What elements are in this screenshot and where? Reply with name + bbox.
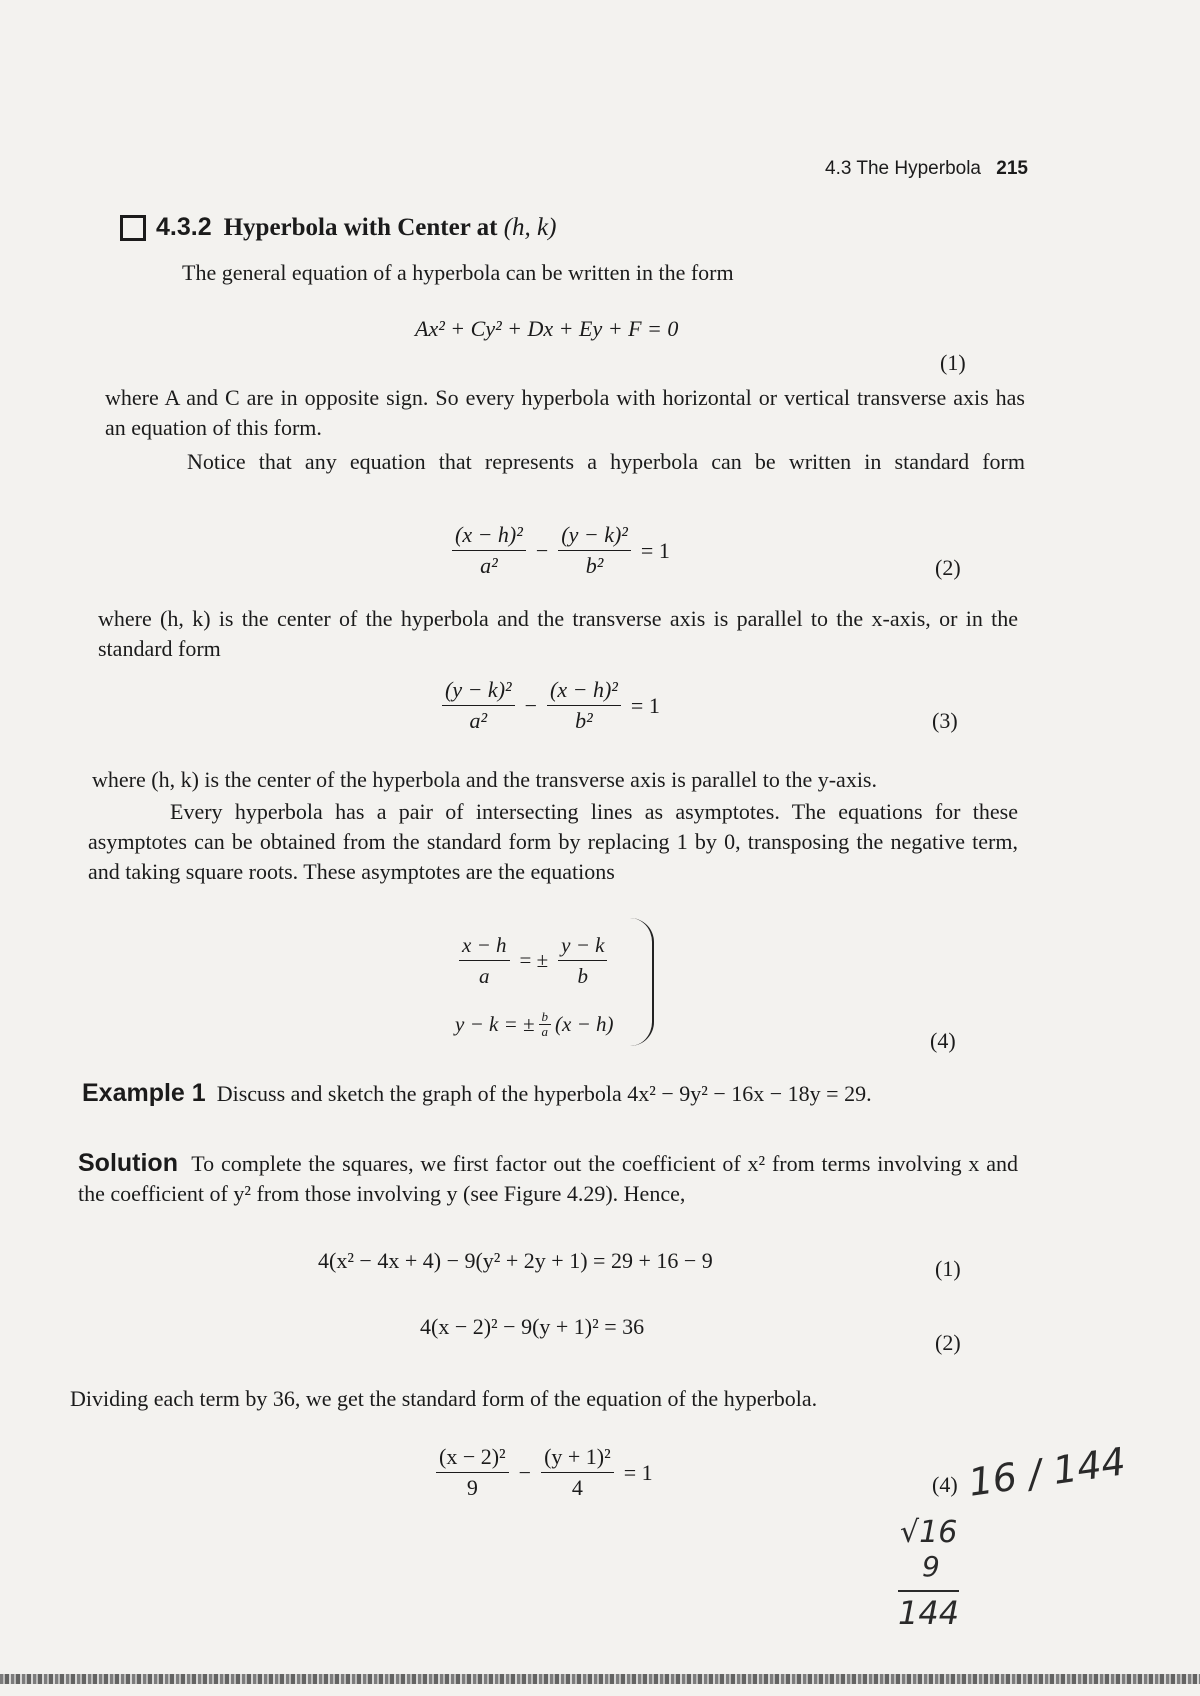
eq7-rhs: = 1 <box>623 1459 653 1485</box>
paragraph-5: where (h, k) is the center of the hyperbola and the transverse axis is parallel to the y-axis. <box>92 767 877 792</box>
equation-4b <box>455 1010 614 1039</box>
eq7-num1: (x − 2)² <box>436 1442 509 1473</box>
handwritten-brace <box>630 918 654 1046</box>
equation-6-number: (2) <box>935 1330 961 1355</box>
page-number: 215 <box>996 158 1028 179</box>
equation-5-text: 4(x² − 4x + 4) − 9(y² + 2y + 1) = 29 + 16 − 9 <box>318 1248 713 1273</box>
eq3-den2: b² <box>575 708 593 733</box>
section-center: (h, k) <box>503 213 557 241</box>
equation-3: $\frac{\text{(y − k)²}}{\text{a²}}$ − $\frac{\text{(x − h)²}}{\text{b²}}$ = 1 <box>438 675 666 736</box>
eq4a-den1: a <box>479 964 490 988</box>
section-title: Hyperbola with Center at <box>223 213 498 241</box>
handwritten-note-c: 9 <box>922 1550 940 1583</box>
example-1 <box>82 1078 1042 1109</box>
equation-6 <box>420 1314 644 1340</box>
eq4b-text: y − k = ± <box>455 1012 535 1036</box>
equation-6-text: 4(x − 2)² − 9(y + 1)² = 36 <box>420 1314 645 1339</box>
eq7-den1: 9 <box>466 1475 478 1500</box>
equation-3-number: (3) <box>932 708 958 733</box>
running-head-title: 4.3 The Hyperbola <box>825 158 982 179</box>
eq4a-num2: y − k <box>558 930 607 961</box>
solution-text: To complete the squares, we first factor out the coefficient of x² from terms involving x and the coefficient of y² from those involving y (see Figure 4.29). Hence, <box>78 1151 1019 1206</box>
solution-label: Solution <box>78 1149 178 1177</box>
handwritten-note-b: √16 <box>900 1515 958 1550</box>
eq3-num2: (x − h)² <box>547 675 621 706</box>
equation-1-text: Ax² + Cy² + Dx + Ey + F = 0 <box>415 316 679 341</box>
checkbox-icon <box>120 215 146 241</box>
section-number: 4.3.2 <box>156 213 212 241</box>
eq4a-mid: = ± <box>519 948 549 972</box>
handwritten-note-d: 144 <box>898 1590 959 1632</box>
scan-edge-artifact <box>0 1674 1200 1684</box>
equation-5-number: (1) <box>935 1256 961 1281</box>
equation-4a <box>455 930 611 991</box>
eq4b-num: b <box>539 1010 552 1025</box>
equation-7-number: (4) <box>932 1472 958 1497</box>
section-heading <box>120 213 556 242</box>
eq3-num1: (y − k)² <box>442 675 515 706</box>
paragraph-7: Dividing each term by 36, we get the standard form of the equation of the hyperbola. <box>70 1386 818 1411</box>
handwritten-note-a: 16 / 144 <box>965 1439 1129 1505</box>
paragraph-1: The general equation of a hyperbola can be written in the form <box>182 260 734 285</box>
paragraph-2: where A and C are in opposite sign. So every hyperbola with horizontal or vertical transverse axis has an equation of this form. <box>105 385 1025 440</box>
example-text: Discuss and sketch the graph of the hyperbola 4x² − 9y² − 16x − 18y = 29. <box>216 1081 872 1106</box>
eq4a-den2: b <box>577 964 589 988</box>
equation-1-number: (1) <box>940 350 966 375</box>
eq2-num1: (x − h)² <box>452 520 526 551</box>
eq2-rhs: = 1 <box>640 537 670 563</box>
equation-1 <box>415 316 678 342</box>
paragraph-4: where (h, k) is the center of the hyperbola and the transverse axis is parallel to the x-axis, or in the standard form <box>98 606 1018 661</box>
eq4b-tail: (x − h) <box>555 1012 614 1036</box>
eq4b-den: a <box>541 1024 549 1039</box>
eq3-den1: a² <box>469 708 488 733</box>
eq7-den2: 4 <box>571 1475 583 1500</box>
solution <box>78 1148 1018 1209</box>
eq4a-num1: x − h <box>459 930 510 961</box>
paragraph-6: Every hyperbola has a pair of intersecting lines as asymptotes. The equations for these asymptotes can be obtained from the standard form by replacing 1 by 0, transposing the negative term, and taking square roots. These asymptotes are the equations <box>88 799 1018 884</box>
equation-7: $\frac{\text{(x − 2)²}}{9}$ − $\frac{\text{(y + 1)²}}{4}$ = 1 <box>432 1442 659 1503</box>
equation-4-number: (4) <box>930 1028 956 1053</box>
eq7-num2: (y + 1)² <box>541 1442 614 1473</box>
example-label: Example 1 <box>82 1079 206 1107</box>
paragraph-3: Notice that any equation that represents a hyperbola can be written in standard form <box>187 449 1025 474</box>
equation-2-number: (2) <box>935 555 961 580</box>
equation-2: $\frac{\text{(x − h)²}}{\text{a²}}$ − $\frac{\text{(y − k)²}}{\text{b²}}$ = 1 <box>448 520 676 581</box>
running-head <box>825 158 1028 180</box>
eq2-den1: a² <box>480 553 498 578</box>
eq2-den2: b² <box>585 553 604 578</box>
equation-5 <box>318 1248 713 1274</box>
eq3-rhs: = 1 <box>630 692 660 718</box>
eq2-num2: (y − k)² <box>558 520 631 551</box>
